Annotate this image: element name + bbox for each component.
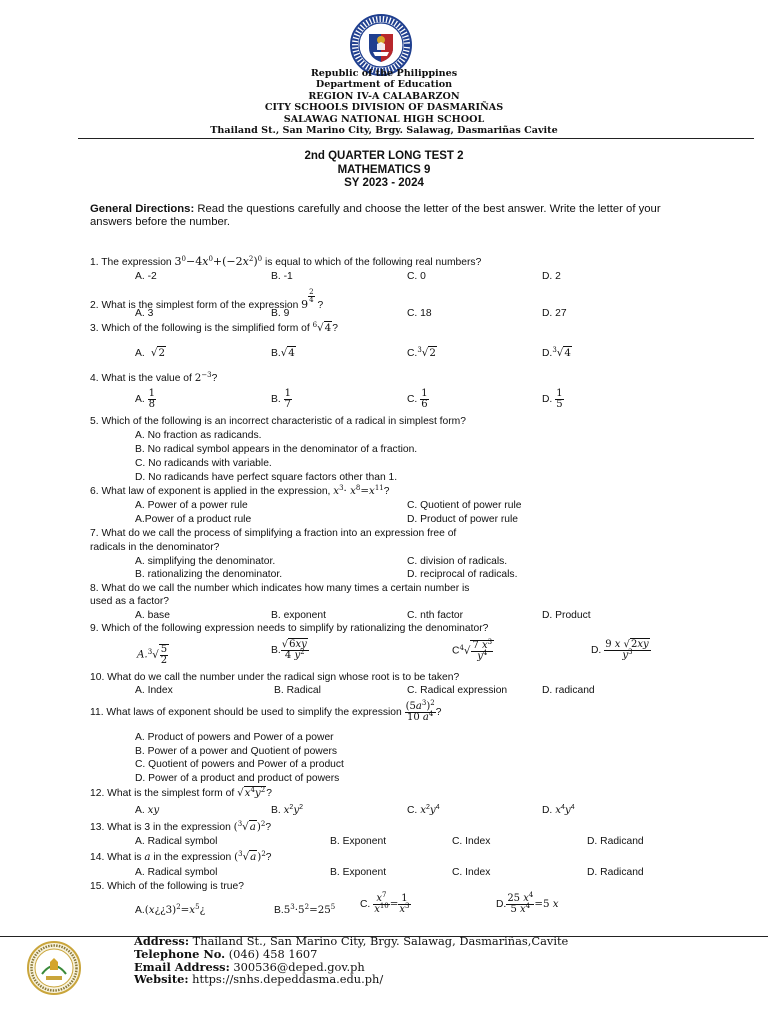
q13-option-d[interactable]: D. Radicand (587, 836, 644, 847)
q3-option-b[interactable]: B.√4 (271, 347, 295, 359)
question-2: 2. What is the simplest form of the expression 9 $\frac{2}{4}$ ? (90, 288, 324, 311)
q15-option-c[interactable]: C. $\frac{x^7}{x^{10}}$ = $\frac{1}{x^3}$ (360, 891, 410, 915)
header-line-address: Thailand St., San Marino City, Brgy. Salawag, Dasmariñas Cavite (210, 125, 558, 137)
test-title (0, 150, 768, 191)
question-13: 13. What is 3 in the expression $(^3√a)^2$? (90, 820, 272, 833)
question-12: 12. What is the simplest form of $√x^4y^2$? (90, 786, 272, 799)
question-7-line-1: 7. What do we call the process of simplifying a fraction into an expression free of (90, 528, 457, 539)
title-quarter: 2nd QUARTER LONG TEST 2 (304, 150, 464, 162)
q4-option-d[interactable]: D. $\frac{1}{5}$ (542, 388, 563, 410)
question-5: 5. Which of the following is an incorrect characteristic of a radical in simplest form? (90, 416, 466, 427)
header-divider (78, 138, 754, 139)
q1-option-b[interactable]: B. -1 (271, 271, 293, 282)
deped-seal-logo (342, 14, 420, 76)
footer-email: Email Address: 300536@deped.gov.ph (134, 959, 365, 974)
question-3: 3. Which of the following is the simplified form of $^6$√4? (90, 321, 338, 334)
q4-option-b[interactable]: B. $\frac{1}{7}$ (271, 388, 291, 410)
q7-option-d[interactable]: D. reciprocal of radicals. (407, 569, 518, 580)
q12-option-b[interactable]: B. $x^2y^2$ (271, 804, 304, 816)
q7-option-c[interactable]: C. division of radicals. (407, 556, 508, 567)
school-header (0, 68, 768, 136)
q14-option-c[interactable]: C. Index (452, 867, 491, 878)
q9-option-a[interactable]: A.$^3$√ $\frac{5}{2}$ (137, 644, 168, 666)
question-10: 10. What do we call the number under the radical sign whose root is to be taken? (90, 672, 460, 683)
q8-option-d[interactable]: D. Product (542, 610, 591, 621)
q5-option-d[interactable]: D. No radicands have perfect square factors other than 1. (135, 472, 398, 483)
q2-option-c[interactable]: C. 18 (407, 308, 432, 319)
q6-option-a[interactable]: A. Power of a power rule (135, 500, 248, 511)
q8-option-c[interactable]: C. nth factor (407, 610, 464, 621)
q14-option-a[interactable]: A. Radical symbol (135, 867, 218, 878)
q1-option-c[interactable]: C. 0 (407, 271, 426, 282)
header-line-division: CITY SCHOOLS DIVISION OF DASMARIÑAS (264, 102, 504, 114)
question-7-line-2: radicals in the denominator? (90, 542, 220, 553)
header-line-department: Department of Education (315, 79, 453, 91)
header-line-republic: Republic of the Philippines (310, 68, 458, 79)
question-9: 9. Which of the following expression needs to simplify by rationalizing the denominator? (90, 623, 489, 634)
q7-option-b[interactable]: B. rationalizing the denominator. (135, 569, 283, 580)
q10-option-d[interactable]: D. radicand (542, 685, 595, 696)
q11-option-d[interactable]: D. Power of a product and product of powers (135, 773, 340, 784)
header-line-region: REGION IV-A CALABARZON (308, 90, 460, 102)
school-logo (26, 940, 82, 996)
q15-option-a[interactable]: $A.(x¿¿3)^2=x^5¿$ (135, 903, 206, 916)
q6-option-b[interactable]: A.Power of a product rule (135, 514, 252, 525)
q15-option-b[interactable]: $B.5^3\cdot 5^2=25^5$ (274, 903, 336, 916)
q3-option-c[interactable]: C.$^3$√2 (407, 346, 436, 359)
title-school-year: SY 2023 - 2024 (344, 177, 424, 190)
q3-option-d[interactable]: D.$^3$√4 (542, 346, 571, 359)
q2-option-d[interactable]: D. 27 (542, 308, 567, 319)
q9-option-b[interactable]: B. $\frac{√6xy}{4 y^2}$ (271, 639, 307, 661)
q9-option-d[interactable]: D. $\frac{9 x √2xy}{y^3}$ (591, 639, 649, 661)
header-line-school: SALAWAG NATIONAL HIGH SCHOOL (283, 113, 485, 125)
q14-option-b[interactable]: B. Exponent (330, 867, 387, 878)
directions-text: Read the questions carefully and choose the letter of the best answer. Write the letter of your answers before the number. (90, 203, 661, 228)
q10-option-c[interactable]: C. Radical expression (407, 685, 508, 696)
title-subject: MATHEMATICS 9 (337, 163, 431, 176)
question-11: 11. What laws of exponent should be used to simplify the expression $\frac{(5a^3)^2}{10 a^4}$ ? (90, 699, 442, 723)
question-8-line-1: 8. What do we call the number which indicates how many times a certain number is (90, 583, 470, 594)
q7-option-a[interactable]: A. simplifying the denominator. (135, 556, 276, 567)
q13-option-b[interactable]: B. Exponent (330, 836, 387, 847)
footer-address: Address: Thailand St., San Marino City, Brgy. Salawag, Dasmariñas,Cavite (134, 934, 569, 948)
question-8-line-2: used as a factor? (90, 596, 169, 607)
q9-option-c[interactable]: $C^4√$ $\frac{7 x^3}{y^4}$ (452, 638, 493, 662)
q6-option-c[interactable]: C. Quotient of power rule (407, 500, 522, 511)
q11-option-c[interactable]: C. Quotient of powers and Power of a product (135, 759, 344, 770)
q13-option-c[interactable]: C. Index (452, 836, 491, 847)
footer-contact (134, 935, 694, 986)
q1-option-a[interactable]: A. -2 (135, 271, 157, 282)
question-15: 15. Which of the following is true? (90, 881, 244, 892)
q10-option-b[interactable]: B. Radical (274, 685, 321, 696)
q8-option-a[interactable]: A. base (135, 610, 170, 621)
general-directions (90, 203, 690, 229)
q6-option-d[interactable]: D. Product of power rule (407, 514, 519, 525)
q11-option-b[interactable]: B. Power of a power and Quotient of powers (135, 746, 338, 757)
q12-option-d[interactable]: D. $x^4y^4$ (542, 804, 575, 816)
q5-option-c[interactable]: C. No radicands with variable. (135, 458, 272, 469)
q2-option-b[interactable]: B. 9 (271, 308, 290, 319)
q11-option-a[interactable]: A. Product of powers and Power of a power (135, 732, 334, 743)
q12-option-a[interactable]: A. xy (135, 804, 160, 816)
q13-option-a[interactable]: A. Radical symbol (135, 836, 218, 847)
q5-option-b[interactable]: B. No radical symbol appears in the denominator of a fraction. (135, 444, 418, 455)
q4-option-c[interactable]: C. $\frac{1}{6}$ (407, 388, 428, 410)
q1-option-d[interactable]: D. 2 (542, 271, 561, 282)
footer-website: Website: https://snhs.depeddasma.edu.ph/ (134, 972, 384, 987)
question-14: 14. What is a in the expression $(^3√a)^2$? (90, 850, 272, 863)
q12-option-c[interactable]: C. $x^2y^4$ (407, 804, 440, 816)
q8-option-b[interactable]: B. exponent (271, 610, 326, 621)
question-1: 1. The expression $3^0-4x^0+(-2x^2)^0$ is equal to which of the following real numbers? (90, 255, 482, 268)
q3-option-a[interactable]: A. √2 (135, 347, 166, 359)
q15-option-d[interactable]: D. $\frac{25 x^4}{5 x^4}$ =5 x (496, 891, 559, 915)
question-6: 6. What law of exponent is applied in the expression, $x^3\cdot x^8=x^{11}$? (90, 484, 390, 497)
q14-option-d[interactable]: D. Radicand (587, 867, 644, 878)
directions-label: General Directions: (90, 203, 195, 215)
q4-option-a[interactable]: A. $\frac{1}{8}$ (135, 388, 155, 410)
footer-phone: Telephone No. (046) 458 1607 (134, 946, 318, 961)
question-4: 4. What is the value of $2^{-3}$? (90, 371, 218, 384)
q10-option-a[interactable]: A. Index (135, 685, 173, 696)
q2-option-a[interactable]: A. 3 (135, 308, 154, 319)
q5-option-a[interactable]: A. No fraction as radicands. (135, 430, 262, 441)
